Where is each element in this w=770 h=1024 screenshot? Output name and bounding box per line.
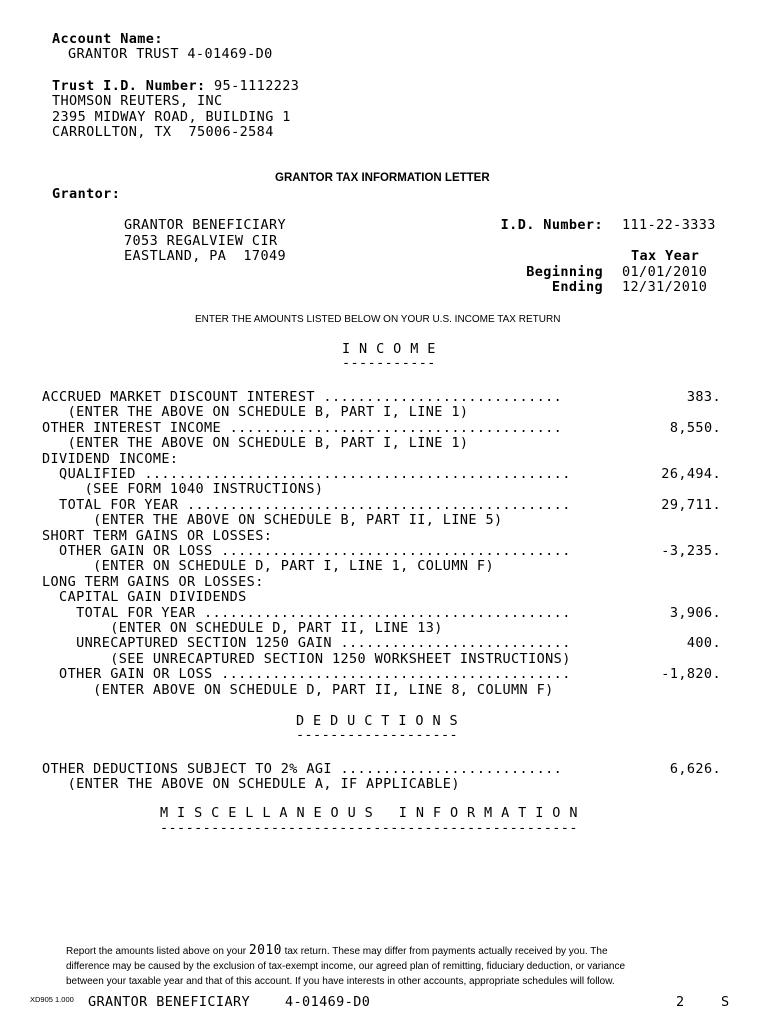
income-line-amount: 3,906. (669, 604, 721, 621)
footer-note-year: 2010 (248, 943, 282, 958)
page-number: 2 (676, 994, 685, 1010)
footer-beneficiary: GRANTOR BENEFICIARY (88, 994, 251, 1010)
trust-address-line-1: THOMSON REUTERS, INC (52, 93, 223, 109)
income-line-text: ACCRUED MARKET DISCOUNT INTEREST ............................ (42, 389, 563, 405)
deduction-line-text: (ENTER THE ABOVE ON SCHEDULE A, IF APPLICABLE) (42, 776, 460, 793)
footer-note-post: tax return. These may differ from payments actually received by you. The (281, 946, 608, 957)
income-line-text: LONG TERM GAINS OR LOSSES: (42, 573, 264, 590)
page-suffix: S (721, 994, 730, 1010)
income-line-amount: 400. (686, 635, 721, 652)
trust-address-line-3: CARROLLTON, TX 75006-2584 (52, 124, 274, 140)
deductions-underline: ------------------- (296, 727, 459, 743)
income-line-text: SHORT TERM GAINS OR LOSSES: (42, 527, 273, 544)
income-line-text: CAPITAL GAIN DIVIDENDS (42, 589, 247, 606)
income-heading: I N C O M E (342, 341, 436, 357)
footer-note-line-2: difference may be caused by the exclusion of tax-exempt income, our agreed plan of remitting, fiduciary deduction, or variance (66, 961, 626, 972)
account-name-label: Account Name: (52, 31, 163, 47)
income-line-text: TOTAL FOR YEAR ........................................... (42, 604, 571, 621)
income-line-amount: 26,494. (661, 466, 721, 482)
account-name: GRANTOR TRUST 4-01469-D0 (68, 46, 273, 62)
income-line-text: (SEE FORM 1040 INSTRUCTIONS) (42, 481, 324, 498)
income-line-text: TOTAL FOR YEAR ............................................. (42, 496, 571, 513)
tax-year-label: Tax Year (631, 248, 700, 264)
deduction-line-amount: 6,626. (669, 761, 721, 777)
income-line-amount: 29,711. (661, 496, 721, 513)
income-line-text: (ENTER ON SCHEDULE D, PART I, LINE 1, COLUMN F) (42, 558, 494, 575)
ending-label: Ending (551, 279, 603, 295)
grantor-name: GRANTOR BENEFICIARY (124, 217, 287, 233)
income-line-text: (SEE UNRECAPTURED SECTION 1250 WORKSHEET INSTRUCTIONS) (42, 650, 571, 667)
beginning-date: 01/01/2010 (622, 264, 708, 280)
letter-title: GRANTOR TAX INFORMATION LETTER (275, 172, 490, 184)
income-line-amount: 8,550. (669, 419, 721, 436)
income-line-text: QUALIFIED .................................................. (42, 466, 571, 482)
income-line-text: OTHER INTEREST INCOME ....................................... (42, 419, 563, 436)
income-line-text: OTHER GAIN OR LOSS ......................................... (42, 543, 571, 559)
income-underline: ----------- (342, 355, 436, 371)
id-number: 111-22-3333 (622, 217, 716, 233)
footer-account: 4-01469-D0 (285, 994, 371, 1010)
form-code: XD905 1.000 (30, 995, 74, 1004)
income-line-text: (ENTER THE ABOVE ON SCHEDULE B, PART II, LINE 5) (42, 512, 503, 529)
income-line-text: OTHER GAIN OR LOSS ......................................... (42, 666, 571, 683)
footer-note-pre: Report the amounts listed above on your (66, 946, 249, 957)
income-line-text: (ENTER ABOVE ON SCHEDULE D, PART II, LINE 8, COLUMN F) (42, 681, 554, 698)
misc-underline: ------------------------------------------------- (160, 820, 578, 836)
income-line-text: (ENTER THE ABOVE ON SCHEDULE B, PART I, LINE 1) (42, 404, 469, 421)
grantor-city: EASTLAND, PA 17049 (124, 248, 287, 264)
misc-heading: M I S C E L L A N E O U S I N F O R M A T I O N (160, 805, 578, 821)
income-line-text: UNRECAPTURED SECTION 1250 GAIN ........................... (42, 635, 571, 652)
trust-id: 95-1112223 (214, 78, 300, 94)
footer-note-line-1 (66, 943, 608, 959)
income-line-text: (ENTER THE ABOVE ON SCHEDULE B, PART I, LINE 1) (42, 435, 469, 452)
grantor-street: 7053 REGALVIEW CIR (124, 233, 278, 249)
deductions-heading: D E D U C T I O N S (296, 713, 459, 729)
income-line-amount: -1,820. (661, 666, 721, 683)
trust-id-label: Trust I.D. Number: (52, 78, 206, 94)
ending-date: 12/31/2010 (622, 279, 708, 295)
income-line-amount: 383. (686, 389, 721, 405)
income-line-text: (ENTER ON SCHEDULE D, PART II, LINE 13) (42, 620, 443, 636)
beginning-label: Beginning (526, 264, 603, 280)
id-number-label: I.D. Number: (500, 217, 603, 233)
income-line-text: DIVIDEND INCOME: (42, 450, 179, 467)
footer-note-line-3: between your taxable year and that of this account. If you have interests in other accounts, appropriate schedules will follow. (66, 976, 615, 987)
grantor-label: Grantor: (52, 186, 121, 202)
income-line-amount: -3,235. (661, 543, 721, 559)
trust-address-line-2: 2395 MIDWAY ROAD, BUILDING 1 (52, 109, 291, 125)
instruction: ENTER THE AMOUNTS LISTED BELOW ON YOUR U.S. INCOME TAX RETURN (195, 314, 561, 325)
trust-id-line (52, 78, 299, 94)
deduction-line-text: OTHER DEDUCTIONS SUBJECT TO 2% AGI .......................... (42, 761, 563, 777)
